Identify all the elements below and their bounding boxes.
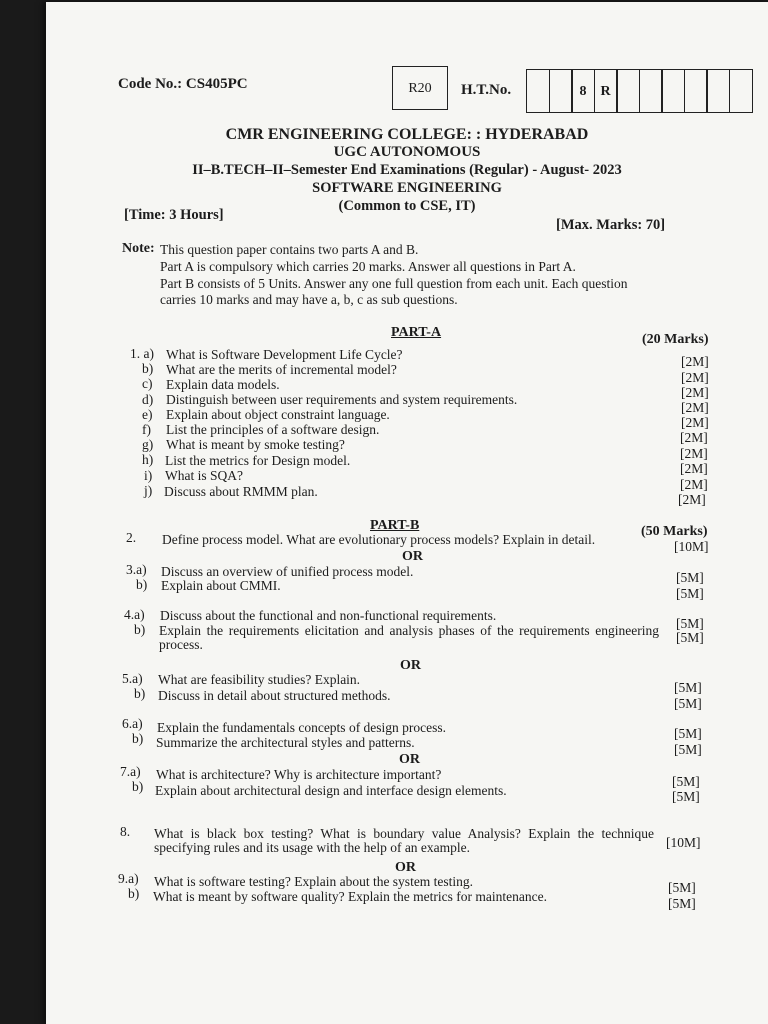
question-text: Explain about CMMI. [161, 578, 281, 593]
question-marks: [2M] [681, 415, 709, 430]
part-b-title: PART-B [370, 518, 420, 533]
question-text: Explain data models. [166, 377, 280, 392]
question-number: f) [142, 422, 151, 437]
note-label: Note: [122, 241, 155, 256]
regulation-box: R20 [392, 66, 448, 110]
question-marks: [5M] [668, 896, 696, 911]
question-number: b) [132, 779, 144, 794]
exam-title: II–B.TECH–II–Semester End Examinations (Regular) - August- 2023 [192, 162, 622, 178]
hall-ticket-cell [684, 69, 708, 113]
or-divider: OR [399, 752, 420, 767]
question-text: Discuss in detail about structured methods. [158, 688, 391, 703]
question-number: g) [142, 437, 154, 452]
question-number: 7.a) [120, 764, 141, 779]
question-number: c) [142, 376, 153, 391]
question-marks: [2M] [680, 461, 708, 476]
question-marks: [5M] [672, 774, 700, 789]
question-number: 8. [120, 824, 131, 839]
question-text: What is architecture? Why is architecture important? [156, 767, 442, 782]
question-marks: [10M] [674, 539, 709, 554]
autonomy-status: UGC AUTONOMOUS [333, 144, 481, 160]
question-text: Discuss an overview of unified process model. [161, 564, 414, 579]
hall-ticket-cell: 8 [571, 69, 595, 113]
question-marks: [5M] [676, 570, 704, 585]
hall-ticket-grid [526, 69, 753, 113]
question-number: b) [134, 622, 146, 637]
question-number: d) [142, 392, 154, 407]
question-text: Distinguish between user requirements and system requirements. [166, 392, 518, 407]
note-line: Part B consists of 5 Units. Answer any one full question from each unit. Each question [160, 276, 628, 291]
hall-ticket-cell: R [594, 69, 618, 113]
question-marks: [5M] [676, 616, 704, 631]
part-a-marks: (20 Marks) [642, 332, 709, 347]
question-text: Explain the fundamentals concepts of design process. [157, 720, 447, 735]
question-number: 9.a) [118, 871, 139, 886]
question-marks: [5M] [674, 680, 702, 695]
question-text: Explain about architectural design and interface design elements. [155, 783, 507, 798]
question-marks: [5M] [668, 880, 696, 895]
question-text: Explain the requirements elicitation and analysis phases of the requirements engineering process. [159, 623, 659, 652]
question-text: Summarize the architectural styles and patterns. [156, 735, 415, 750]
question-marks: [5M] [674, 696, 702, 711]
note-line: carries 10 marks and may have a, b, c as sub questions. [160, 292, 458, 307]
question-number: 5.a) [122, 671, 143, 686]
subject-title: SOFTWARE ENGINEERING [312, 180, 502, 196]
question-marks: [5M] [674, 726, 702, 741]
question-marks: [2M] [680, 477, 708, 492]
exam-page [46, 2, 768, 1024]
or-divider: OR [400, 658, 421, 673]
question-marks: [5M] [676, 586, 704, 601]
question-text: What is meant by smoke testing? [166, 437, 345, 452]
question-text: List the principles of a software design. [166, 422, 380, 437]
question-number: b) [136, 577, 148, 592]
hall-ticket-cell [549, 69, 573, 113]
common-branches: (Common to CSE, IT) [338, 198, 476, 214]
question-text: List the metrics for Design model. [165, 453, 351, 468]
question-marks: [2M] [681, 370, 709, 385]
question-marks: [2M] [681, 400, 709, 415]
question-marks: [5M] [676, 630, 704, 645]
question-number: 4.a) [124, 607, 145, 622]
hall-ticket-cell [639, 69, 663, 113]
question-text: What is black box testing? What is boundary value Analysis? Explain the technique specifying rules and its usage with the help of an example. [154, 826, 654, 855]
question-marks: [2M] [681, 354, 709, 369]
question-text: What is Software Development Life Cycle? [166, 347, 403, 362]
question-text: What is meant by software quality? Explain the metrics for maintenance. [153, 889, 547, 904]
question-text: Explain about object constraint language. [166, 407, 390, 422]
question-number: b) [132, 731, 144, 746]
college-name: CMR ENGINEERING COLLEGE: : HYDERABAD [225, 126, 589, 143]
question-number: 3.a) [126, 562, 147, 577]
question-text: Define process model. What are evolutionary process models? Explain in detail. [162, 532, 596, 547]
hall-ticket-cell [706, 69, 730, 113]
note-line: This question paper contains two parts A and B. [160, 242, 419, 257]
question-number: b) [134, 686, 146, 701]
note-line: Part A is compulsory which carries 20 marks. Answer all questions in Part A. [160, 259, 576, 274]
hall-ticket-cell [729, 69, 753, 113]
question-marks: [2M] [678, 492, 706, 507]
or-divider: OR [402, 549, 423, 564]
question-text: What are the merits of incremental model? [166, 362, 397, 377]
max-marks: [Max. Marks: 70] [556, 217, 666, 233]
question-number: 6.a) [122, 716, 143, 731]
question-marks: [2M] [680, 430, 708, 445]
question-marks: [5M] [672, 789, 700, 804]
question-number: 1. a) [130, 346, 154, 361]
question-marks: [2M] [680, 446, 708, 461]
hall-ticket-cell [616, 69, 640, 113]
exam-duration: [Time: 3 Hours] [124, 207, 224, 223]
question-number: 2. [126, 530, 137, 545]
or-divider: OR [395, 860, 416, 875]
part-b-marks: (50 Marks) [641, 524, 708, 539]
question-number: i) [144, 468, 153, 483]
question-text: What is SQA? [165, 468, 243, 483]
hall-ticket-cell [526, 69, 550, 113]
question-text: What is software testing? Explain about the system testing. [154, 874, 474, 889]
question-text: Discuss about RMMM plan. [164, 484, 318, 499]
question-text: Discuss about the functional and non-functional requirements. [160, 608, 497, 623]
question-number: j) [144, 483, 153, 498]
hall-ticket-label: H.T.No. [461, 82, 512, 98]
course-code: Code No.: CS405PC [118, 76, 248, 92]
question-number: b) [142, 361, 154, 376]
question-marks: [10M] [666, 835, 701, 850]
question-marks: [2M] [681, 385, 709, 400]
question-text: What are feasibility studies? Explain. [158, 672, 361, 687]
question-number: b) [128, 886, 140, 901]
part-a-title: PART-A [391, 325, 442, 340]
question-marks: [5M] [674, 742, 702, 757]
question-number: e) [142, 407, 153, 422]
hall-ticket-cell [661, 69, 685, 113]
question-number: h) [142, 452, 154, 467]
